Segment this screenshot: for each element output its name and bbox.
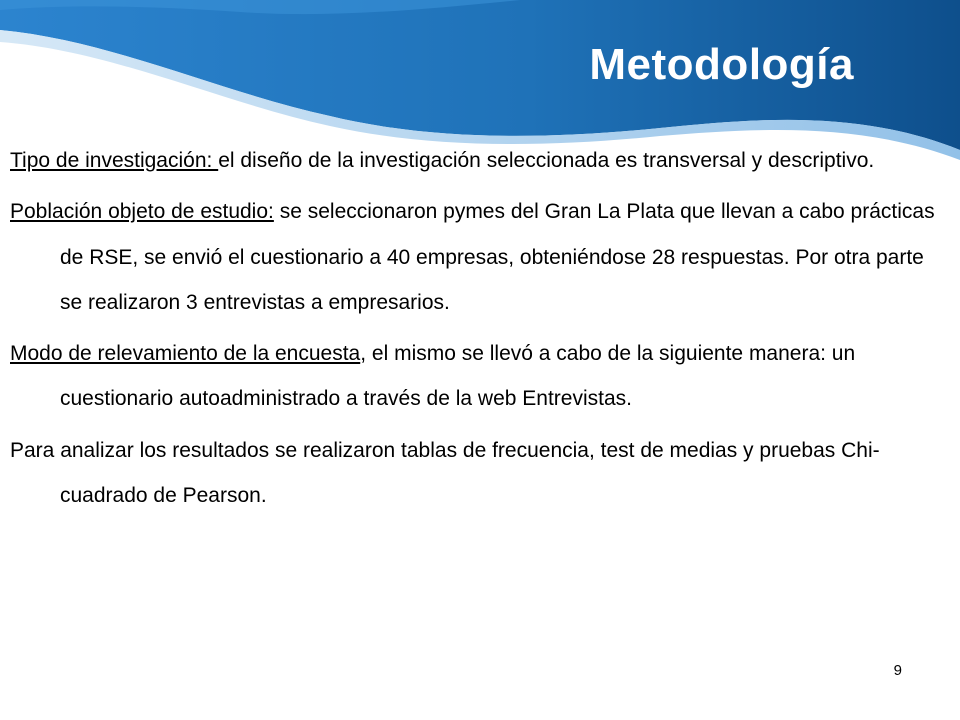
paragraph-study-population — [10, 189, 945, 325]
paragraph-text: , el mismo se llevó a cabo de la siguiente manera: un cuestionario autoadministrado a través de la web Entrevistas. — [60, 342, 856, 411]
slide-body — [10, 138, 945, 524]
paragraph-text: Para analizar los resultados se realizaron tablas de frecuencia, test de medias y pruebas Chi-cuadrado de Pearson. — [10, 438, 880, 508]
page-number: 9 — [893, 662, 902, 679]
paragraph-label: Tipo de investigación: — [10, 149, 219, 172]
slide-title: Metodología — [589, 40, 854, 89]
paragraph-survey-mode — [10, 331, 945, 422]
paragraph-label: Modo de relevamiento de la encuesta — [10, 342, 361, 366]
paragraph-text: se seleccionaron pymes del Gran La Plata que llevan a cabo prácticas de RSE, se envió el cuestionario a 40 empresas, obteniéndose 28 respuestas. Por otra parte se realizaron 3 entrevistas a empresarios. — [60, 200, 935, 314]
paragraph-research-type — [10, 138, 945, 183]
paragraph-text: el diseño de la investigación seleccionada es transversal y descriptivo. — [218, 149, 875, 172]
paragraph-label: Población objeto de estudio: — [10, 200, 274, 224]
paragraph-analysis — [10, 428, 945, 519]
